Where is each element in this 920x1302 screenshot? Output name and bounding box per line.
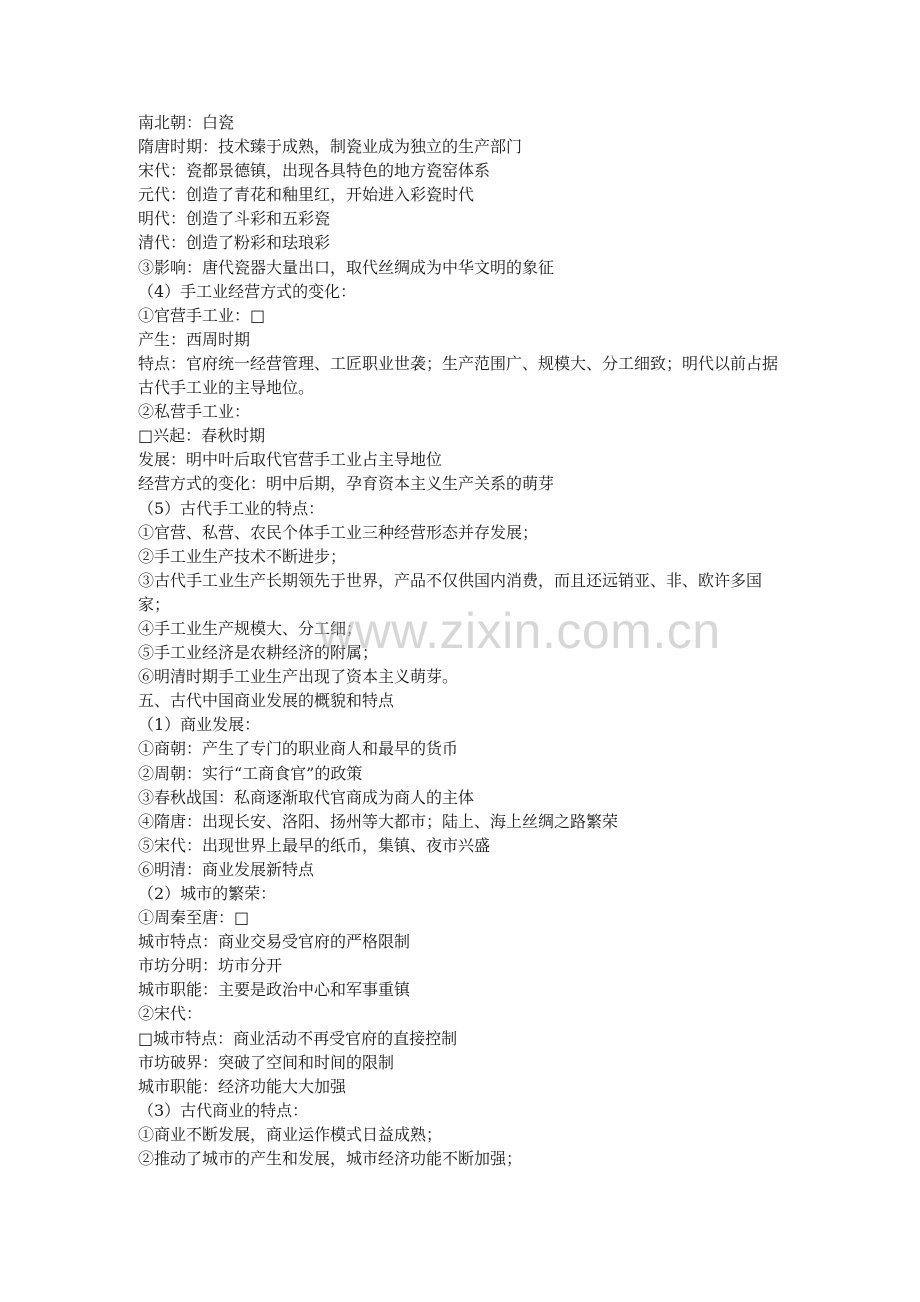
text-line: 市坊分明：坊市分开 — [138, 956, 283, 976]
text-line: 南北朝：白瓷 — [138, 113, 235, 132]
text-line: ③影响：唐代瓷器大量出口，取代丝绸成为中华文明的象征 — [138, 257, 555, 277]
text-line: ④手工业生产规模大、分工细； — [138, 618, 363, 638]
text-line: ①商朝：产生了专门的职业商人和最早的货币 — [138, 739, 459, 759]
chapter-heading: 五、古代中国商业发展的概貌和特点 — [138, 691, 395, 711]
section-heading: （2）城市的繁荣： — [138, 884, 277, 903]
text-line: 隋唐时期：技术臻于成熟，制瓷业成为独立的生产部门 — [138, 137, 523, 157]
text-line: □兴起：春秋时期 — [138, 426, 266, 446]
text-line: ②手工业生产技术不断进步； — [138, 546, 347, 566]
text-line: ⑥明清：商业发展新特点 — [138, 859, 315, 879]
text-line: ⑥明清时期手工业生产出现了资本主义萌芽。 — [138, 667, 459, 687]
text-line: ②私营手工业： — [138, 402, 251, 422]
text-line: ④隋唐：出现长安、洛阳、扬州等大都市；陆上、海上丝绸之路繁荣 — [138, 811, 619, 831]
text-line: ②宋代： — [138, 1004, 203, 1024]
text-line: ②周朝：实行“工商食官”的政策 — [138, 763, 363, 783]
text-line: 城市职能：主要是政治中心和军事重镇 — [138, 980, 411, 1000]
text-line: ⑤手工业经济是农耕经济的附属； — [138, 643, 379, 663]
text-line: ①商业不断发展，商业运作模式日益成熟； — [138, 1124, 443, 1144]
text-line: 清代：创造了粉彩和珐琅彩 — [138, 233, 331, 253]
text-line: ③春秋战国：私商逐渐取代官商成为商人的主体 — [138, 787, 475, 807]
text-line: 产生：西周时期 — [138, 329, 251, 349]
text-line: 宋代：瓷都景德镇，出现各具特色的地方瓷窑体系 — [138, 161, 491, 181]
text-line: ②推动了城市的产生和发展，城市经济功能不断加强； — [138, 1149, 523, 1169]
text-line: □城市特点：商业活动不再受官府的直接控制 — [138, 1028, 458, 1048]
text-line: 发展：明中叶后取代官营手工业占主导地位 — [138, 450, 443, 470]
section-heading: （3）古代商业的特点： — [138, 1100, 309, 1120]
text-paragraph: ③古代手工业生产长期领先于世界，产品不仅供国内消费，而且还远销亚、非、欧许多国家； — [138, 570, 763, 614]
section-heading: （1）商业发展： — [138, 715, 261, 735]
text-line: ①官营手工业：□ — [138, 305, 266, 325]
text-line: ①官营、私营、农民个体手工业三种经营形态并存发展； — [138, 522, 539, 542]
text-line: 城市职能：经济功能大大加强 — [138, 1076, 347, 1096]
document-body — [138, 111, 788, 1171]
text-line: 明代：创造了斗彩和五彩瓷 — [138, 209, 331, 229]
section-heading: （5）古代手工业的特点： — [138, 498, 325, 518]
text-line: 元代：创造了青花和釉里红，开始进入彩瓷时代 — [138, 185, 475, 205]
text-line: 城市特点：商业交易受官府的严格限制 — [138, 932, 411, 952]
text-paragraph: 特点：官府统一经营管理、工匠职业世袭；生产范围广、规模大、分工细致；明代以前占据古代手工业的主导地位。 — [138, 353, 779, 398]
text-line: 市坊破界：突破了空间和时间的限制 — [138, 1052, 395, 1072]
watermark: www.zixin.com.cn — [318, 603, 721, 659]
text-line: ⑤宋代：出现世界上最早的纸币，集镇、夜市兴盛 — [138, 835, 491, 855]
text-line: 经营方式的变化：明中后期，孕育资本主义生产关系的萌芽 — [138, 474, 555, 494]
text-line: ①周秦至唐：□ — [138, 908, 250, 928]
section-heading: （4）手工业经营方式的变化： — [138, 281, 357, 301]
